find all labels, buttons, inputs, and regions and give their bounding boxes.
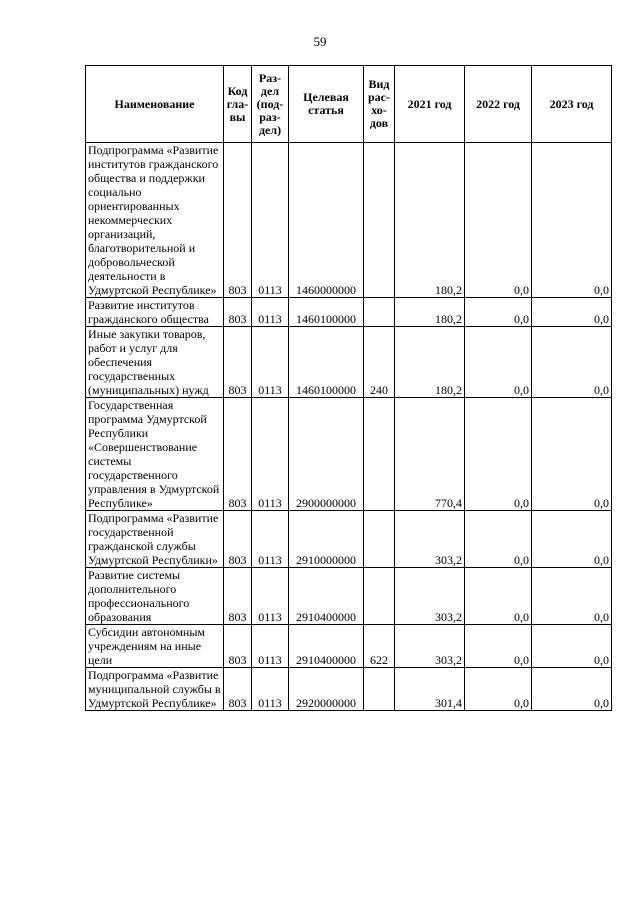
row-2022: 0,0 [465,398,532,511]
row-2023: 0,0 [532,668,612,711]
row-name: Подпрограмма «Развитие государственной гражданской службы Удмуртской Республики» [86,511,224,568]
page-number: 59 [313,34,327,49]
row-section: 0113 [252,568,289,625]
row-article: 1460100000 [289,327,364,398]
row-name: Государственная программа Удмуртской Республики «Совершенствование системы государственного управления в Удмуртской Республике» [86,398,224,511]
header-section: Раз- дел (под- раз- дел) [252,66,289,143]
row-chapter: 803 [224,568,252,625]
row-expense [364,668,395,711]
header-2021: 2021 год [395,66,465,143]
row-expense: 240 [364,327,395,398]
header-row [86,66,612,143]
row-expense [364,298,395,327]
row-2021: 180,2 [395,298,465,327]
row-2022: 0,0 [465,668,532,711]
row-article: 2910400000 [289,625,364,668]
row-name: Субсидии автономным учреждениям на иные цели [86,625,224,668]
row-section: 0113 [252,327,289,398]
row-name: Развитие институтов гражданского общества [86,298,224,327]
row-2021: 303,2 [395,625,465,668]
row-article: 2910400000 [289,568,364,625]
row-article: 1460100000 [289,298,364,327]
row-chapter: 803 [224,511,252,568]
row-2021: 180,2 [395,143,465,298]
row-section: 0113 [252,511,289,568]
table-row [86,625,612,668]
header-name: Наименование [86,66,224,143]
row-expense [364,568,395,625]
header-chapter-code: Код гла- вы [224,66,252,143]
row-expense: 622 [364,625,395,668]
table-row [86,668,612,711]
row-chapter: 803 [224,298,252,327]
row-section: 0113 [252,668,289,711]
row-expense [364,143,395,298]
row-article: 2910000000 [289,511,364,568]
header-expense-type: Вид рас- хо- дов [364,66,395,143]
table-row [86,298,612,327]
row-section: 0113 [252,398,289,511]
header-2022: 2022 год [465,66,532,143]
row-name: Подпрограмма «Развитие муниципальной службы в Удмуртской Республике» [86,668,224,711]
row-chapter: 803 [224,327,252,398]
row-2023: 0,0 [532,298,612,327]
row-2022: 0,0 [465,625,532,668]
header-target-article: Целевая статья [289,66,364,143]
row-2023: 0,0 [532,625,612,668]
row-expense [364,398,395,511]
row-article: 2900000000 [289,398,364,511]
row-section: 0113 [252,143,289,298]
row-2023: 0,0 [532,327,612,398]
row-2022: 0,0 [465,511,532,568]
table-row [86,143,612,298]
row-article: 1460000000 [289,143,364,298]
row-name: Развитие системы дополнительного профессионального образования [86,568,224,625]
row-section: 0113 [252,298,289,327]
row-2023: 0,0 [532,568,612,625]
row-chapter: 803 [224,625,252,668]
table-row [86,568,612,625]
row-2021: 301,4 [395,668,465,711]
table-row [86,511,612,568]
row-expense [364,511,395,568]
row-chapter: 803 [224,143,252,298]
row-2023: 0,0 [532,143,612,298]
row-chapter: 803 [224,668,252,711]
table-row [86,398,612,511]
header-2023: 2023 год [532,66,612,143]
row-2022: 0,0 [465,143,532,298]
row-2022: 0,0 [465,298,532,327]
row-2023: 0,0 [532,511,612,568]
row-name: Иные закупки товаров, работ и услуг для обеспечения государственных (муниципальных) нужд [86,327,224,398]
row-2023: 0,0 [532,398,612,511]
row-article: 2920000000 [289,668,364,711]
budget-table [85,65,612,711]
row-2021: 303,2 [395,511,465,568]
row-2021: 770,4 [395,398,465,511]
row-name: Подпрограмма «Развитие институтов гражданского общества и поддержки социально ориентированных некоммерческих организаций, благотворительной и добровольческой деятельности в Удмуртской Республике» [86,143,224,298]
table-row [86,327,612,398]
row-2021: 303,2 [395,568,465,625]
row-chapter: 803 [224,398,252,511]
row-2022: 0,0 [465,327,532,398]
row-2021: 180,2 [395,327,465,398]
row-section: 0113 [252,625,289,668]
row-2022: 0,0 [465,568,532,625]
